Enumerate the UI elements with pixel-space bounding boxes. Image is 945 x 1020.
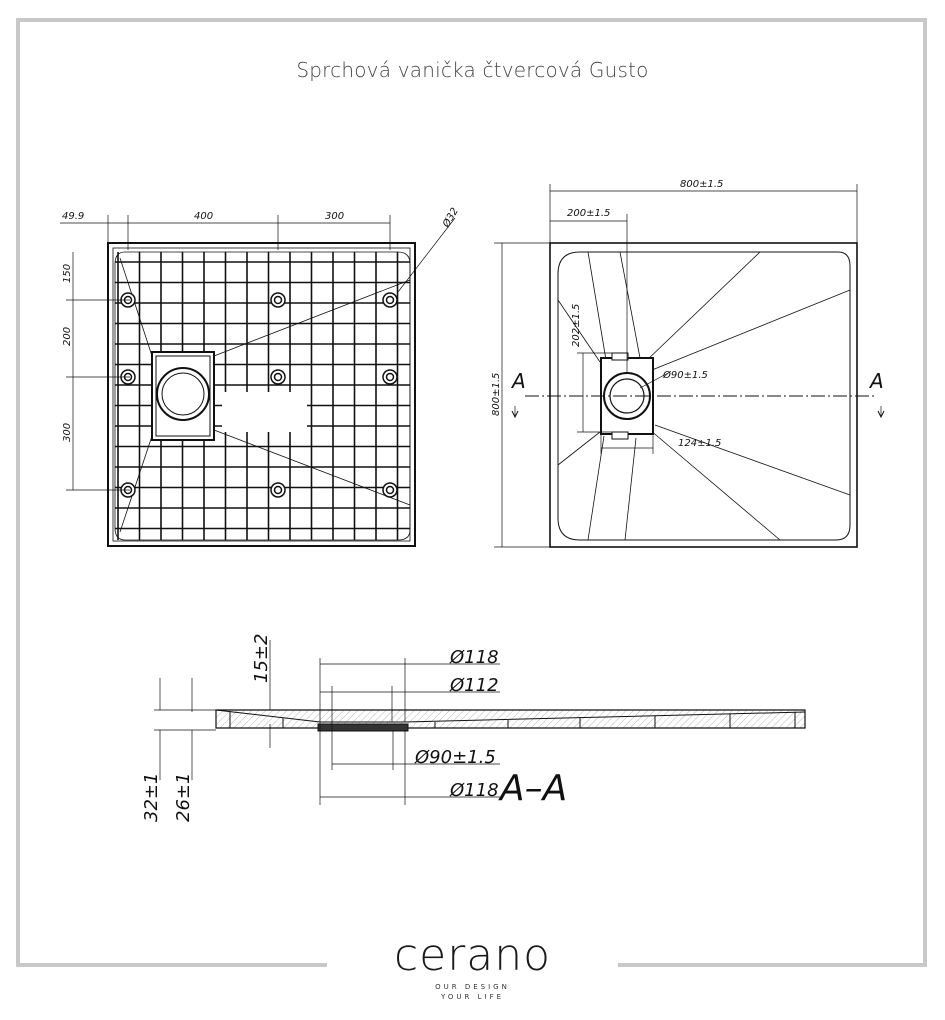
section-mark-left: A — [512, 369, 526, 393]
dim-top-1: 400 — [194, 211, 214, 222]
section-dim-d3: Ø90±1.5 — [415, 747, 496, 768]
bottom-view-drawing — [108, 243, 415, 546]
brand-name: cerano — [393, 930, 552, 981]
mount-hole — [271, 370, 285, 384]
mount-hole — [271, 293, 285, 307]
section-dim-d4: Ø118 — [450, 780, 499, 801]
plan-dim-height: 800±1.5 — [491, 372, 502, 416]
plan-dim-drain-diameter: Ø90±1.5 — [663, 370, 708, 381]
dim-left-1: 200 — [62, 326, 73, 346]
section-label: A–A — [500, 768, 568, 809]
section-dim-d2: Ø112 — [450, 675, 499, 696]
plan-dim-drain-box: 124±1.5 — [678, 438, 722, 449]
plan-view-drawing — [550, 243, 857, 547]
mount-hole — [383, 483, 397, 497]
section-dim-d1: Ø118 — [450, 647, 499, 668]
brand-tagline-1: OUR DESIGN — [435, 983, 510, 991]
page-title: Sprchová vanička čtvercová Gusto — [296, 58, 649, 82]
bottom-view-dimensions — [60, 215, 455, 490]
mount-hole — [383, 293, 397, 307]
section-view-drawing — [216, 710, 805, 731]
section-dim-h2: 26±1 — [173, 772, 194, 822]
dim-top-2: 300 — [325, 211, 345, 222]
dim-hole-diameter: Ø32 — [441, 206, 461, 230]
dim-left-2: 300 — [62, 422, 73, 442]
plan-dim-width: 800±1.5 — [680, 179, 724, 190]
plan-view-dimensions — [494, 184, 884, 547]
dim-left-0: 150 — [62, 263, 73, 283]
plan-dim-offset: 200±1.5 — [567, 208, 611, 219]
section-mark-right: A — [870, 369, 884, 393]
plan-dim-drain-offset: 202±1.5 — [571, 303, 582, 347]
brand-logo — [0, 930, 945, 1002]
section-dim-h1: 32±1 — [141, 772, 162, 822]
mount-hole — [383, 370, 397, 384]
section-dim-depth: 15±2 — [251, 633, 272, 683]
dim-top-0: 49.9 — [62, 211, 85, 222]
brand-tagline-2: YOUR LIFE — [440, 993, 505, 1001]
mount-hole — [271, 483, 285, 497]
